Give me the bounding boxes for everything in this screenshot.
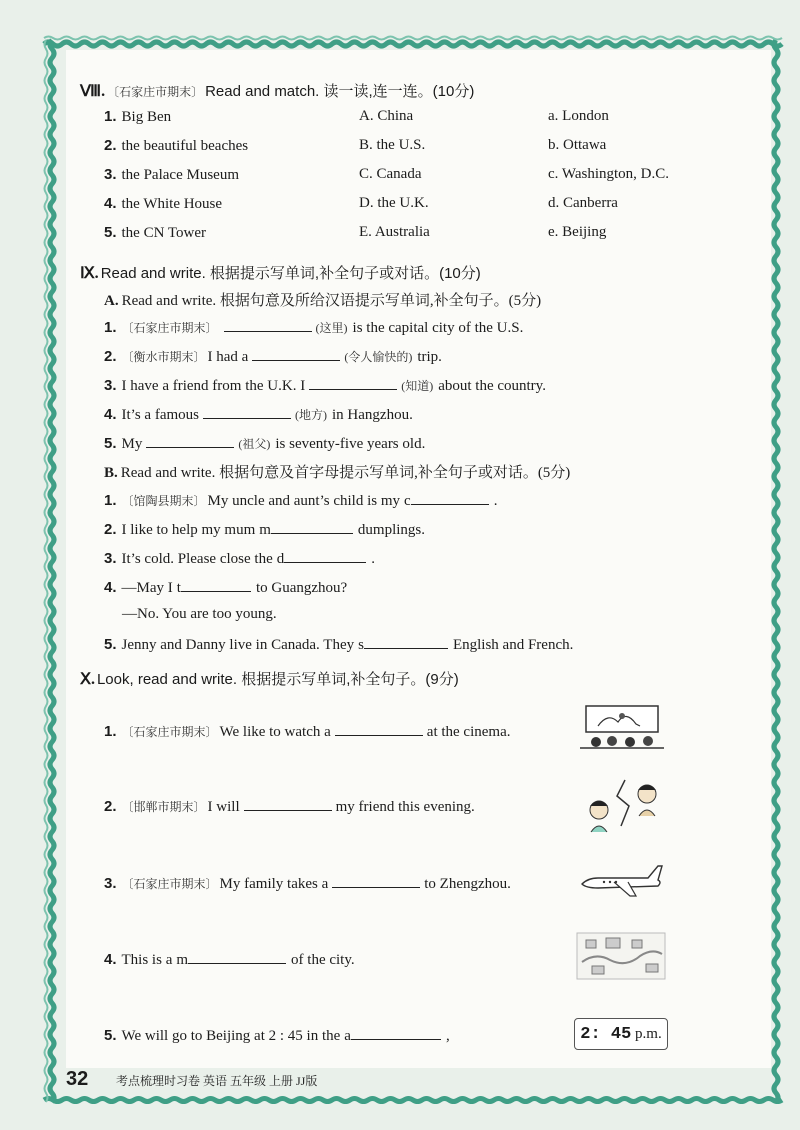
fill-item-b bbox=[104, 519, 425, 539]
item-number: 5. bbox=[104, 636, 117, 653]
phone-call-picture bbox=[585, 776, 667, 836]
initial-letter: d bbox=[276, 551, 285, 567]
chinese-hint: (令人愉快的) bbox=[344, 350, 413, 364]
clock-picture bbox=[574, 1018, 668, 1050]
match-item-left[interactable] bbox=[104, 195, 222, 213]
sentence-end: dumplings. bbox=[357, 522, 426, 538]
picture-item bbox=[104, 796, 475, 816]
picture-item bbox=[104, 1025, 450, 1045]
match-country: B. the U.S. bbox=[359, 137, 426, 153]
part-b-instruction bbox=[104, 461, 570, 482]
initial-letter: c bbox=[404, 493, 411, 509]
source-tag: 〔石家庄市期末〕 bbox=[121, 725, 218, 739]
section8-heading: Read and match. 读一读,连一连。(10分) bbox=[205, 83, 475, 100]
time-suffix: p.m. bbox=[635, 1026, 662, 1042]
sentence-start: I like to help my mum bbox=[121, 522, 256, 538]
part-a-instruction bbox=[104, 289, 541, 310]
match-capital: d. Canberra bbox=[548, 195, 618, 211]
sentence-end: at the cinema. bbox=[426, 724, 511, 740]
fill-item-b bbox=[104, 577, 347, 597]
fill-item-a bbox=[104, 317, 523, 337]
match-item-left[interactable] bbox=[104, 166, 239, 184]
initial-letter: t bbox=[176, 580, 181, 596]
item-number: 2. bbox=[104, 798, 117, 815]
match-landmark: the Palace Museum bbox=[121, 167, 239, 183]
item-number: 1. bbox=[104, 108, 117, 125]
answer-blank[interactable] bbox=[411, 490, 489, 505]
match-item-right[interactable] bbox=[548, 195, 618, 212]
answer-blank[interactable] bbox=[309, 375, 397, 390]
item-number: 4. bbox=[104, 406, 117, 423]
section8-roman: Ⅷ. bbox=[80, 83, 106, 100]
sentence-end: trip. bbox=[417, 349, 442, 365]
sentence-end: is the capital city of the U.S. bbox=[352, 320, 524, 336]
fill-item-b bbox=[104, 490, 497, 510]
item-number: 3. bbox=[104, 377, 117, 394]
answer-blank[interactable] bbox=[335, 721, 423, 736]
item-number: 3. bbox=[104, 875, 117, 892]
part-a-label: A. bbox=[104, 293, 119, 309]
sentence-start: I had a bbox=[207, 349, 249, 365]
sentence-start: Jenny and Danny live in Canada. They bbox=[121, 637, 355, 653]
sentence-end: my friend this evening. bbox=[335, 799, 475, 815]
source-tag: 〔石家庄市期末〕 bbox=[121, 321, 218, 335]
match-item-right[interactable] bbox=[548, 137, 606, 154]
sentence-end: . bbox=[493, 493, 498, 509]
match-country: C. Canada bbox=[359, 166, 422, 182]
section9-heading: Read and write. 根据提示写单词,补全句子或对话。(10分) bbox=[100, 265, 481, 282]
answer-blank[interactable] bbox=[364, 634, 448, 649]
fill-item-b bbox=[104, 634, 573, 654]
item-number: 2. bbox=[104, 137, 117, 154]
item-number: 4. bbox=[104, 579, 117, 596]
fill-item-a bbox=[104, 433, 425, 453]
match-item-middle[interactable] bbox=[359, 137, 425, 154]
sentence-start: I will bbox=[207, 799, 240, 815]
time-display: 2: 45 bbox=[580, 1025, 632, 1044]
book-title: 考点梳理时习卷 英语 五年级 上册 JJ版 bbox=[116, 1074, 318, 1088]
answer-blank[interactable] bbox=[332, 873, 420, 888]
match-landmark: Big Ben bbox=[121, 109, 172, 125]
item-number: 1. bbox=[104, 319, 117, 336]
match-item-right[interactable] bbox=[548, 224, 606, 241]
match-item-right[interactable] bbox=[548, 166, 669, 183]
chinese-hint: (这里) bbox=[315, 321, 348, 335]
page-number: 32 bbox=[66, 1068, 89, 1090]
initial-letter: m bbox=[259, 522, 271, 538]
answer-blank[interactable] bbox=[252, 346, 340, 361]
part-a-text: Read and write. 根据句意及所给汉语提示写单词,补全句子。(5分) bbox=[121, 293, 542, 309]
sentence-end: is seventy-five years old. bbox=[275, 436, 426, 452]
answer-blank[interactable] bbox=[203, 404, 291, 419]
match-item-left[interactable] bbox=[104, 137, 248, 155]
sentence-start: We like to watch a bbox=[219, 724, 331, 740]
section9-title bbox=[80, 262, 481, 283]
fill-item-b bbox=[104, 548, 375, 568]
item-number: 3. bbox=[104, 550, 117, 567]
sentence-end: to Guangzhou? bbox=[255, 580, 348, 596]
item-number: 1. bbox=[104, 723, 117, 740]
match-capital: b. Ottawa bbox=[548, 137, 607, 153]
chinese-hint: (祖父) bbox=[238, 437, 271, 451]
answer-blank[interactable] bbox=[224, 317, 312, 332]
item-number: 1. bbox=[104, 492, 117, 509]
sentence-start: My family takes a bbox=[219, 876, 329, 892]
match-landmark: the beautiful beaches bbox=[121, 138, 249, 154]
match-country: E. Australia bbox=[359, 224, 430, 240]
source-tag: 〔石家庄市期末〕 bbox=[121, 877, 218, 891]
item-number: 4. bbox=[104, 951, 117, 968]
answer-blank[interactable] bbox=[351, 1025, 441, 1040]
fill-item-a bbox=[104, 346, 442, 366]
sentence-end: of the city. bbox=[291, 952, 355, 968]
item-number: 4. bbox=[104, 195, 117, 212]
chinese-hint: (地方) bbox=[295, 408, 327, 422]
plane-picture bbox=[578, 862, 664, 900]
match-landmark: the White House bbox=[121, 196, 223, 212]
answer-blank[interactable] bbox=[188, 949, 286, 964]
sentence-end: English and French. bbox=[452, 637, 574, 653]
sentence-start: It’s cold. Please close the bbox=[121, 551, 273, 567]
initial-letter: a bbox=[344, 1028, 351, 1044]
source-tag: 〔馆陶县期末〕 bbox=[121, 494, 206, 508]
item-number: 2. bbox=[104, 521, 117, 538]
item-number: 2. bbox=[104, 348, 117, 365]
sentence-end: about the country. bbox=[438, 378, 546, 394]
sentence-start: This is a bbox=[121, 952, 173, 968]
sentence-start: We will go to Beijing at 2 : 45 in the bbox=[121, 1028, 341, 1044]
answer-blank[interactable] bbox=[284, 548, 366, 563]
source-tag: 〔邯郸市期末〕 bbox=[121, 800, 206, 814]
sentence-end: to Zhengzhou. bbox=[424, 876, 511, 892]
match-country: A. China bbox=[359, 108, 414, 124]
item-number: 5. bbox=[104, 1027, 117, 1044]
item-number: 5. bbox=[104, 224, 117, 241]
picture-item bbox=[104, 721, 511, 741]
answer-blank[interactable] bbox=[271, 519, 353, 534]
section8-title bbox=[80, 80, 474, 101]
match-item-middle[interactable] bbox=[359, 195, 429, 212]
fill-item-a bbox=[104, 375, 546, 395]
dialogue-reply: —No. You are too young. bbox=[122, 606, 277, 622]
part-b-label: B. bbox=[104, 465, 118, 481]
sentence-end: in Hangzhou. bbox=[332, 407, 413, 423]
match-item-left[interactable] bbox=[104, 224, 206, 242]
section10-heading: Look, read and write. 根据提示写单词,补全句子。(9分) bbox=[96, 671, 459, 688]
section10-roman: Ⅹ. bbox=[80, 671, 95, 688]
match-landmark: the CN Tower bbox=[121, 225, 207, 241]
item-number: 5. bbox=[104, 435, 117, 452]
match-item-left[interactable] bbox=[104, 108, 171, 126]
sentence-end: , bbox=[445, 1028, 450, 1044]
initial-letter: s bbox=[358, 637, 364, 653]
sentence-start: —May I bbox=[121, 580, 173, 596]
sentence-start: I have a friend from the U.K. I bbox=[121, 378, 306, 394]
sentence-start: It’s a famous bbox=[121, 407, 199, 423]
chinese-hint: (知道) bbox=[401, 379, 434, 393]
answer-blank[interactable] bbox=[244, 796, 332, 811]
sentence-start: My uncle and aunt’s child is my bbox=[207, 493, 401, 509]
section9-roman: Ⅸ. bbox=[80, 265, 99, 282]
picture-item bbox=[104, 949, 355, 969]
item-number: 3. bbox=[104, 166, 117, 183]
match-country: D. the U.K. bbox=[359, 195, 429, 211]
match-item-right[interactable] bbox=[548, 108, 609, 125]
initial-letter: m bbox=[176, 952, 189, 968]
answer-blank[interactable] bbox=[181, 577, 251, 592]
answer-blank[interactable] bbox=[146, 433, 234, 448]
fill-item-a bbox=[104, 404, 413, 424]
picture-item bbox=[104, 873, 511, 893]
sentence-end: . bbox=[371, 551, 375, 567]
match-capital: a. London bbox=[548, 108, 609, 124]
section8-tag: 〔石家庄市期末〕 bbox=[107, 85, 204, 99]
match-item-middle[interactable] bbox=[359, 108, 413, 125]
match-capital: c. Washington, D.C. bbox=[548, 166, 670, 182]
map-picture bbox=[576, 932, 666, 980]
cinema-picture bbox=[578, 704, 666, 752]
match-capital: e. Beijing bbox=[548, 224, 607, 240]
source-tag: 〔衡水市期末〕 bbox=[121, 350, 206, 364]
match-item-middle[interactable] bbox=[359, 224, 430, 241]
match-item-middle[interactable] bbox=[359, 166, 421, 183]
sentence-start: My bbox=[121, 436, 143, 452]
section10-title bbox=[80, 668, 459, 689]
part-b-text: Read and write. 根据句意及首字母提示写单词,补全句子或对话。(5分) bbox=[120, 465, 571, 481]
